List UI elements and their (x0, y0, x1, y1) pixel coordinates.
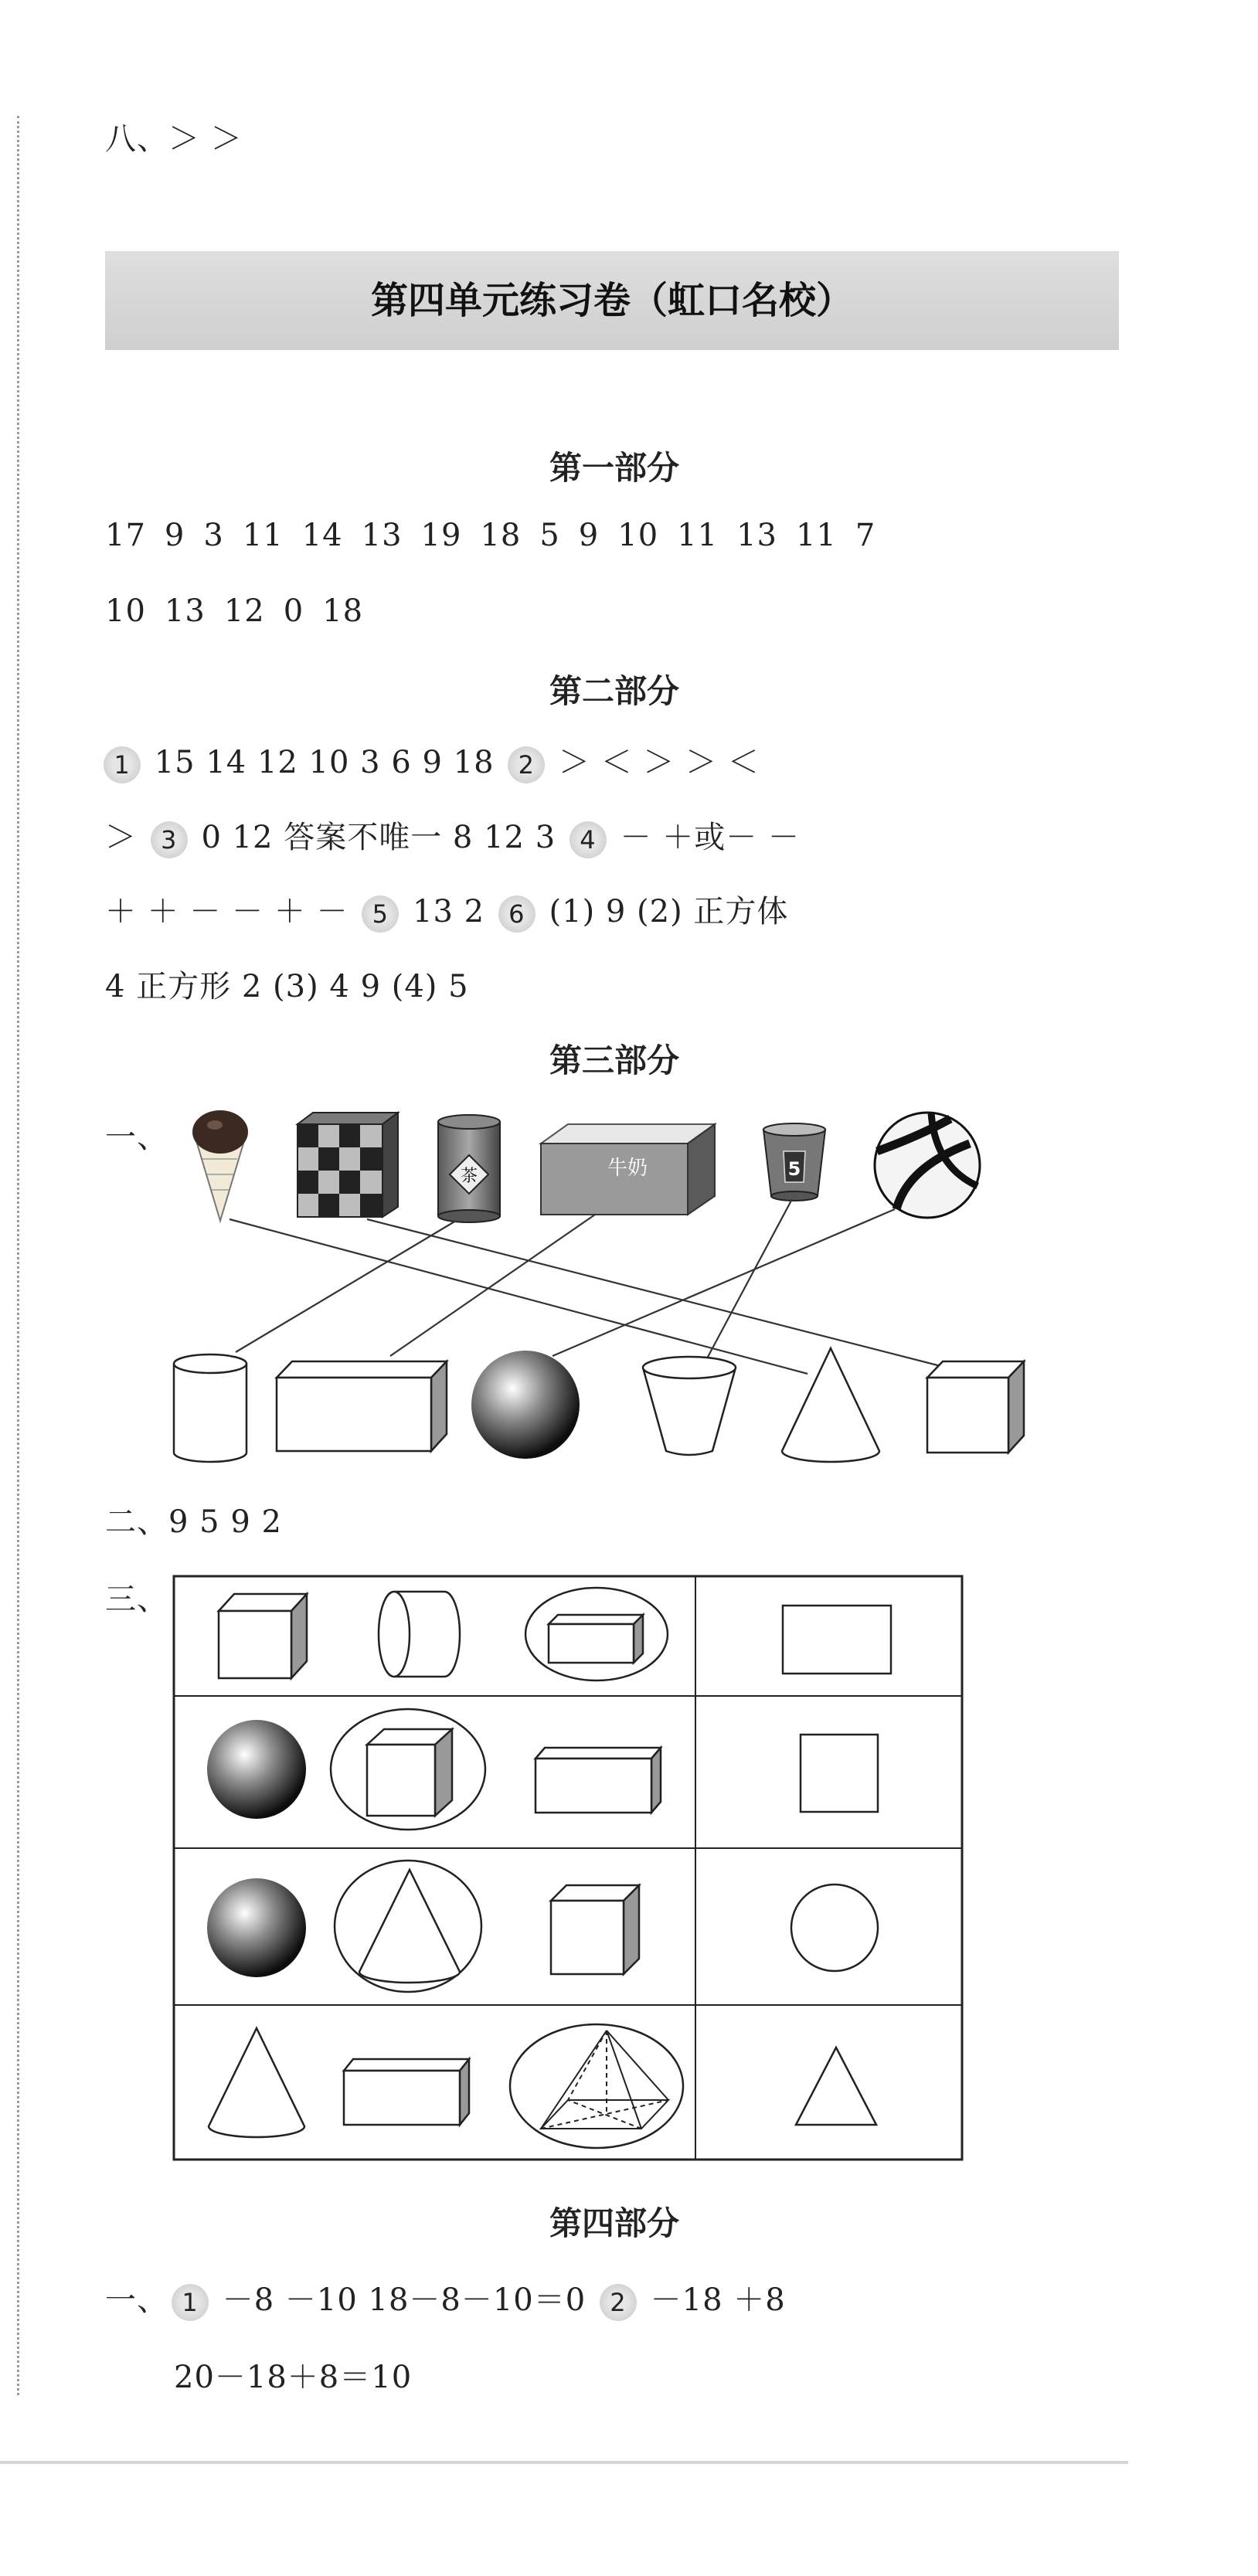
part2-q1-answers: 15 14 12 10 3 6 9 18 (154, 745, 495, 780)
answer-item: 18 (480, 518, 522, 553)
row2-cuboid-icon (536, 1748, 661, 1813)
matching-lines (230, 1199, 947, 1374)
part4-line2: 20－18＋8＝10 (174, 2360, 413, 2395)
answer-item: 12 (223, 593, 265, 629)
row2-square-icon (801, 1735, 878, 1812)
answer-item: 9 (164, 518, 185, 553)
answer-item: 13 (736, 518, 777, 553)
section-eight-answers: ＞ ＞ (168, 121, 243, 157)
part2-q4-answers: － ＋或－ － (620, 820, 801, 855)
row2-sphere-icon (207, 1720, 306, 1819)
cube-icon (927, 1361, 1024, 1453)
frustum-cup-icon (643, 1357, 736, 1455)
cylinder-icon (174, 1354, 246, 1462)
part2-line3 (105, 887, 788, 933)
answer-item: 11 (677, 518, 719, 553)
row3-sphere-icon (207, 1878, 306, 1977)
part2-q2-answers: ＞ ＜ ＞ ＞ ＜ (559, 745, 760, 780)
part3-q2-label: 二、 (105, 1504, 168, 1540)
answer-item: 9 (578, 518, 600, 553)
answer-item: 10 (105, 593, 146, 629)
answer-item: 18 (322, 593, 364, 629)
answer-item: 11 (242, 518, 284, 553)
answer-item: 13 (361, 518, 403, 553)
row2-cube-icon (367, 1729, 452, 1816)
question-number-badge: 1 (172, 2284, 209, 2321)
answer-item: 13 (164, 593, 206, 629)
question-number-badge: 4 (570, 821, 607, 858)
part4-q2-answers: －18 ＋8 (650, 2282, 786, 2318)
answer-item: 3 (203, 518, 224, 553)
part2-q3-answers: 0 12 答案不唯一 8 12 3 (201, 820, 556, 855)
part3-q2-answers: 9 5 9 2 (168, 1504, 282, 1540)
milk-box-icon (541, 1124, 715, 1215)
part4-label: 一、 (105, 2282, 168, 2318)
row3-circle-icon (791, 1884, 878, 1971)
row4-cuboid-icon (344, 2059, 469, 2125)
shape-classification-table (0, 1568, 1258, 2171)
part2-q6-answers-cont: 4 正方形 2 (3) 4 9 (4) 5 (105, 969, 469, 1004)
part1-heading: 第一部分 (549, 449, 679, 487)
part2-line4 (105, 962, 469, 1006)
part2-q4-answers-cont: ＋ ＋ － － ＋ － (105, 894, 348, 929)
section-eight-label: 八、 (105, 121, 168, 157)
question-number-badge: 5 (362, 895, 399, 933)
row1-cylinder-icon (379, 1592, 460, 1677)
question-number-badge: 2 (508, 746, 545, 783)
answer-item: 19 (420, 518, 462, 553)
part4-heading: 第四部分 (549, 2204, 679, 2242)
row4-cone-icon (209, 2028, 304, 2137)
milk-box-label: 牛奶 (607, 1157, 648, 1180)
cup-number: 5 (787, 1158, 801, 1180)
section-eight-line (105, 114, 243, 158)
cuboid-icon (277, 1361, 447, 1451)
row4-triangle-icon (796, 2048, 876, 2125)
bottom-divider (0, 2461, 1128, 2464)
rubiks-cube-icon (298, 1113, 398, 1217)
part3-q3-label: 三、 (105, 1582, 168, 1617)
answer-item: 17 (105, 518, 146, 553)
answer-item: 5 (539, 518, 560, 553)
part2-line2 (105, 813, 800, 858)
row1-cube-icon (219, 1594, 307, 1678)
row3-cube-icon (551, 1885, 639, 1974)
row1-cuboid-icon (549, 1615, 643, 1663)
unit-title-banner (105, 251, 1119, 350)
ice-cream-icon (192, 1110, 248, 1221)
part2-heading: 第二部分 (549, 672, 679, 710)
part4-line1 (105, 2275, 786, 2321)
answer-item: 7 (855, 518, 876, 553)
part2-line1 (100, 738, 760, 783)
paper-cup-icon (763, 1123, 825, 1201)
question-number-badge: 2 (600, 2284, 637, 2321)
row4-pyramid-icon (541, 2031, 668, 2129)
part2-q5-answers: 13 2 (413, 894, 485, 929)
part4-q1-answers: －8 －10 18－8－10＝0 (222, 2282, 586, 2318)
part1-line1 (105, 518, 894, 553)
part3-heading: 第三部分 (549, 1042, 679, 1079)
cone-icon (782, 1348, 879, 1462)
row1-rectangle-icon (783, 1606, 891, 1674)
row3-cone-icon (359, 1870, 460, 1983)
part2-q6-answers: (1) 9 (2) 正方体 (549, 894, 789, 929)
part3-q2-line (105, 1497, 282, 1541)
part2-q2-answers-cont: ＞ (105, 820, 137, 855)
question-number-badge: 1 (104, 746, 141, 783)
question-number-badge: 6 (498, 895, 536, 933)
question-number-badge: 3 (151, 821, 188, 858)
answer-item: 14 (301, 518, 343, 553)
volleyball-icon (875, 1113, 980, 1218)
sphere-icon (471, 1351, 580, 1459)
part3-q1-label: 一、 (105, 1120, 168, 1155)
tea-can-icon (438, 1115, 500, 1222)
answer-item: 10 (617, 518, 659, 553)
answer-item: 0 (283, 593, 304, 629)
part1-line2 (105, 593, 382, 629)
tea-can-label: 茶 (460, 1167, 478, 1186)
matching-diagram (0, 1097, 1258, 1476)
unit-title: 第四单元练习卷（虹口名校） (370, 279, 853, 322)
answer-item: 11 (795, 518, 837, 553)
